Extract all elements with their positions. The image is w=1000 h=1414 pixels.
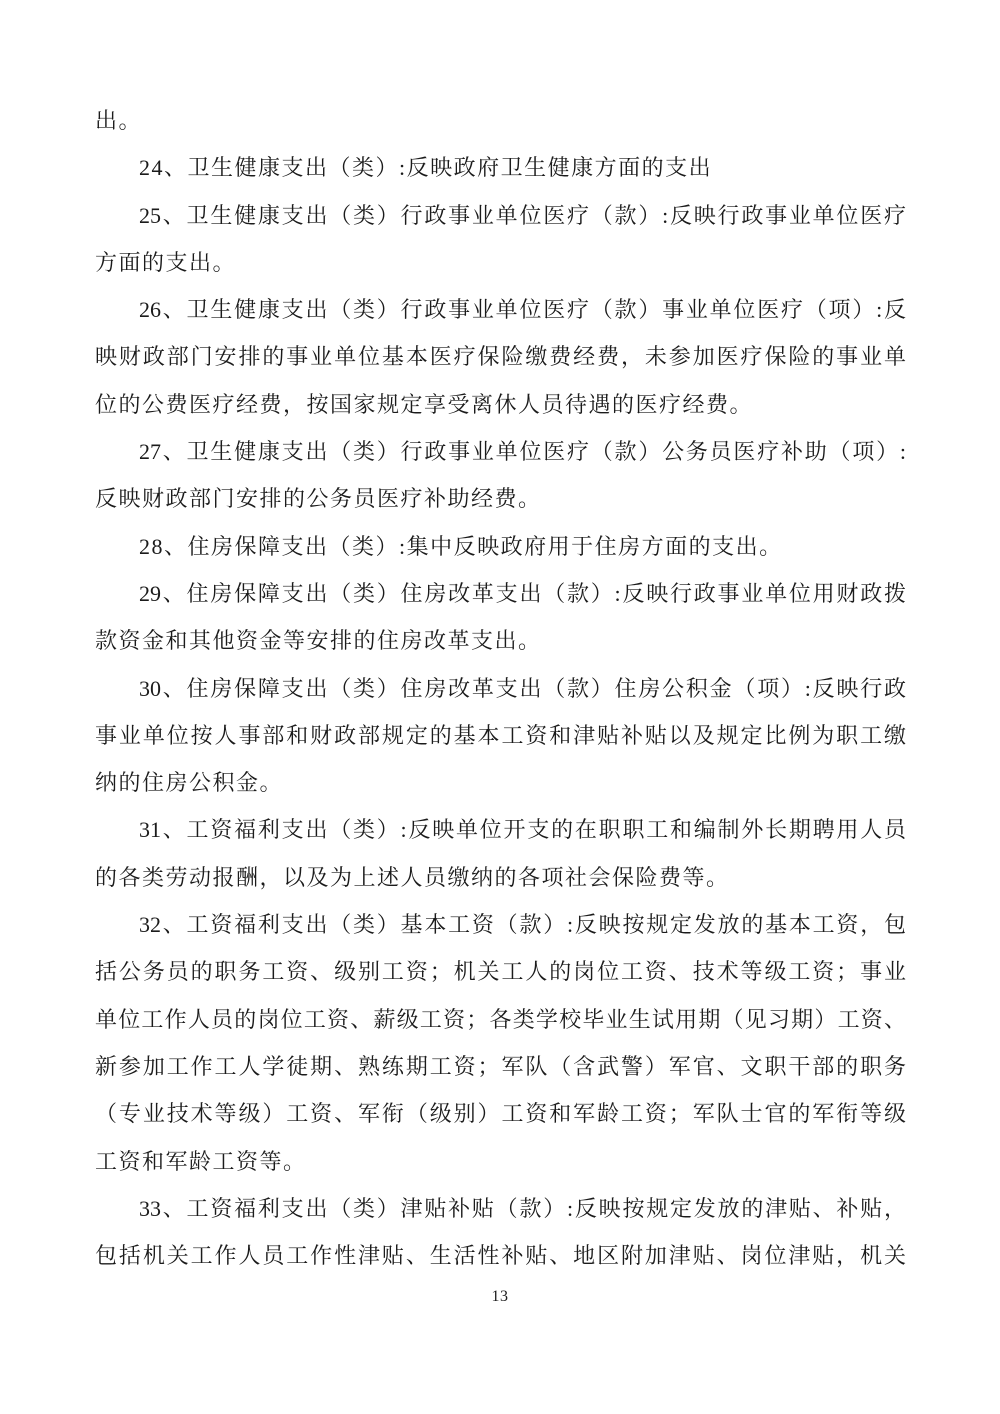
text-line: 26、卫生健康支出（类）行政事业单位医疗（款）事业单位医疗（项）:反	[139, 297, 906, 323]
text-line: 31、工资福利支出（类）:反映单位开支的在职职工和编制外长期聘用人员	[139, 817, 906, 843]
text-line: 方面的支出。	[95, 249, 237, 275]
text-line: 括公务员的职务工资、级别工资；机关工人的岗位工资、技术等级工资；事业	[95, 959, 906, 985]
text-line: 反映财政部门安排的公务员医疗补助经费。	[95, 486, 542, 512]
text-line: 单位工作人员的岗位工资、薪级工资；各类学校毕业生试用期（见习期）工资、	[95, 1006, 906, 1032]
text-line: 33、工资福利支出（类）津贴补贴（款）:反映按规定发放的津贴、补贴，	[139, 1195, 906, 1221]
page-number: 13	[491, 1288, 509, 1305]
text-line: 映财政部门安排的事业单位基本医疗保险缴费经费，未参加医疗保险的事业单	[95, 344, 906, 370]
text-line: 纳的住房公积金。	[95, 770, 284, 796]
document-body	[95, 97, 906, 1279]
text-line: 29、住房保障支出（类）住房改革支出（款）:反映行政事业单位用财政拨	[139, 580, 906, 606]
text-line: 位的公费医疗经费，按国家规定享受离休人员待遇的医疗经费。	[95, 391, 754, 417]
text-line: 25、卫生健康支出（类）行政事业单位医疗（款）:反映行政事业单位医疗	[139, 202, 906, 228]
text-line: （专业技术等级）工资、军衔（级别）工资和军龄工资；军队士官的军衔等级	[95, 1101, 906, 1127]
text-line: 30、住房保障支出（类）住房改革支出（款）住房公积金（项）:反映行政	[139, 675, 906, 701]
text-line: 27、卫生健康支出（类）行政事业单位医疗（款）公务员医疗补助（项）:	[139, 439, 906, 465]
text-line: 32、工资福利支出（类）基本工资（款）:反映按规定发放的基本工资，包	[139, 912, 906, 938]
text-line: 包括机关工作人员工作性津贴、生活性补贴、地区附加津贴、岗位津贴，机关	[95, 1243, 906, 1269]
text-line: 新参加工作工人学徒期、熟练期工资；军队（含武警）军官、文职干部的职务	[95, 1053, 906, 1079]
text-line: 28、住房保障支出（类）:集中反映政府用于住房方面的支出。	[139, 533, 783, 559]
text-line: 的各类劳动报酬，以及为上述人员缴纳的各项社会保险费等。	[95, 864, 730, 890]
page-footer	[0, 1288, 1000, 1306]
text-line: 款资金和其他资金等安排的住房改革支出。	[95, 628, 542, 654]
text-line: 24、卫生健康支出（类）:反映政府卫生健康方面的支出	[139, 155, 713, 181]
text-line: 工资和军龄工资等。	[95, 1148, 307, 1174]
text-line: 出。	[95, 108, 143, 133]
text-line: 事业单位按人事部和财政部规定的基本工资和津贴补贴以及规定比例为职工缴	[95, 722, 906, 748]
